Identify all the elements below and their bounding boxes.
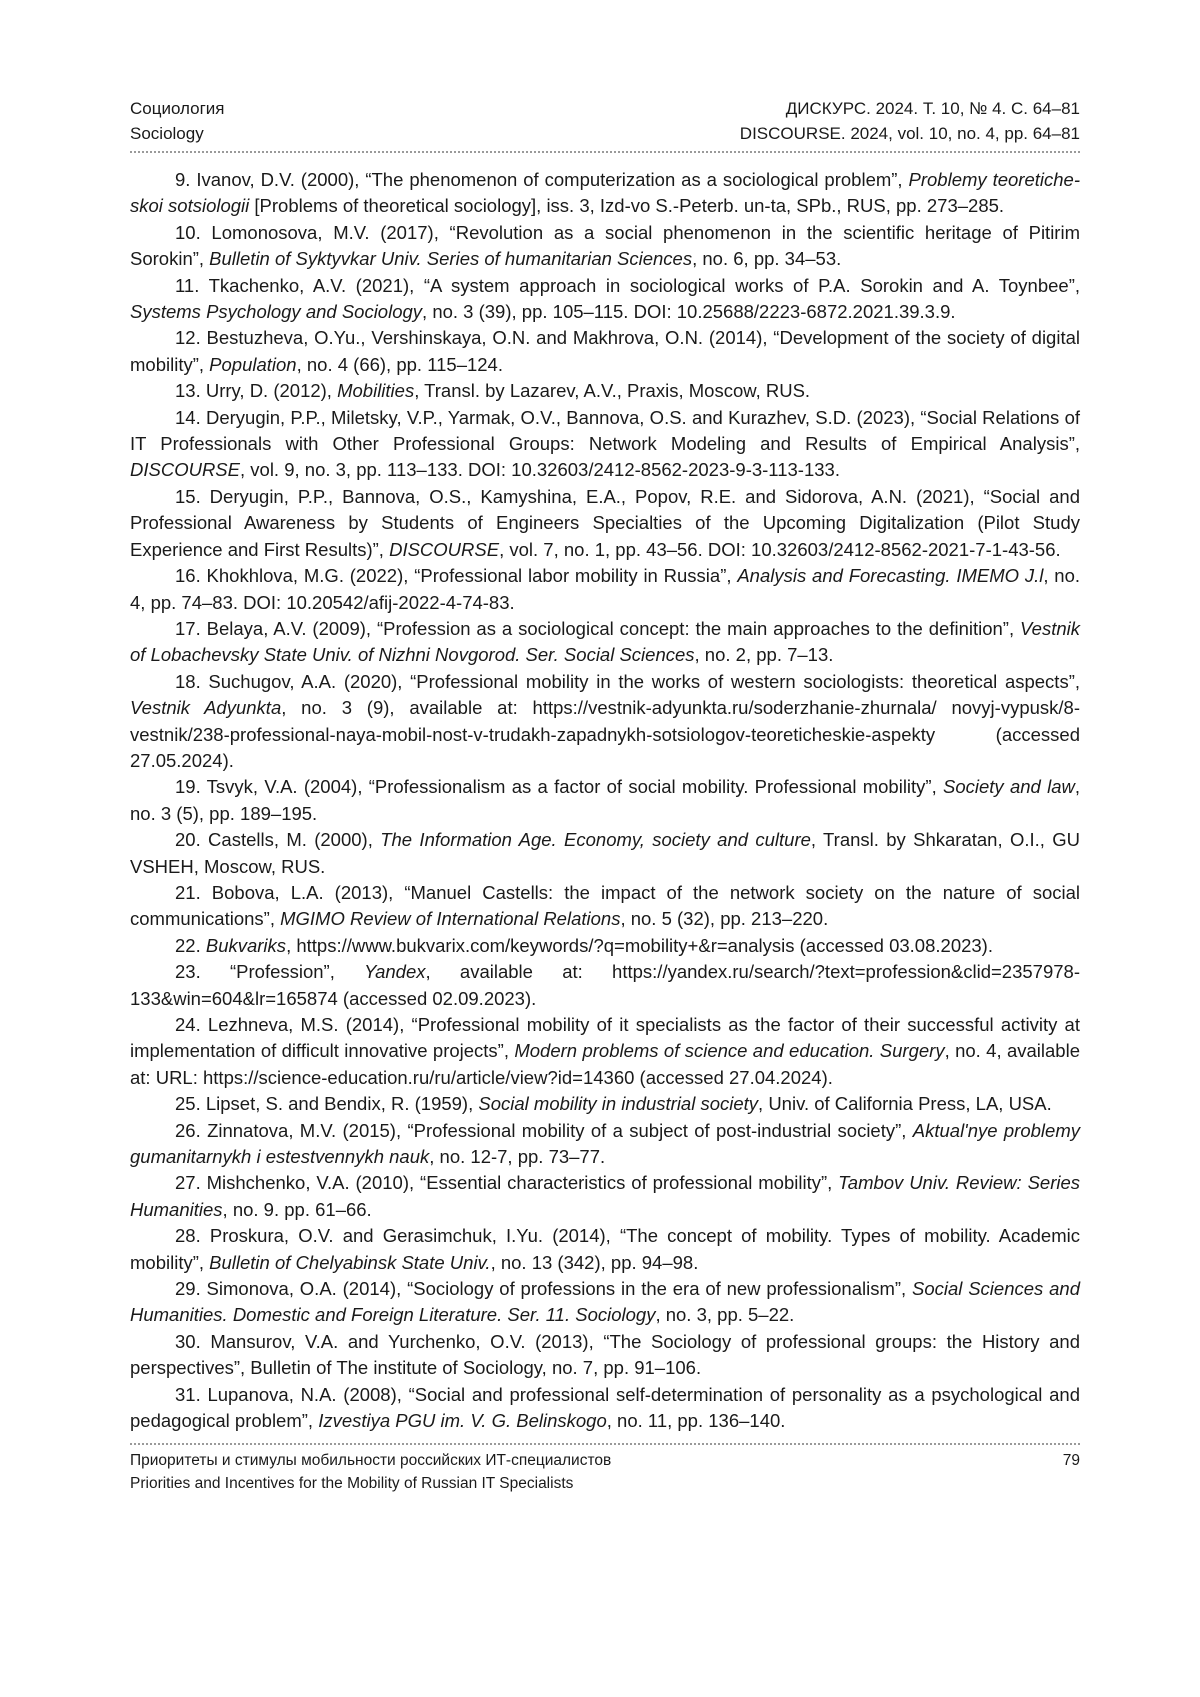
reference-item (130, 669, 1080, 775)
reference-text: 26. Zinnatova, M.V. (2015), “Professional mobility of a subject of post-industrial society”, (175, 1119, 913, 1141)
reference-source-title: Problemy teoretiche-skoi sotsiologii (130, 169, 1080, 217)
reference-item (130, 616, 1080, 669)
reference-item (130, 273, 1080, 326)
reference-text: , available at: https://yandex.ru/search/?text=profession&clid=2357978-133&win=604&lr=165874 (accessed 02.09.2023). (130, 961, 1080, 1009)
reference-source-title: Vestnik Adyunkta (130, 697, 282, 719)
reference-source-title: Tambov Univ. Review: Series Humanities (130, 1172, 1081, 1220)
article-page (130, 96, 1080, 1495)
reference-source-title: Analysis and Forecasting. IMEMO J.l (737, 565, 1044, 587)
section-title-en: Sociology (130, 124, 204, 143)
reference-source-title: Modern problems of science and education. Surgery (514, 1040, 945, 1062)
reference-text: , no. 3 (39), pp. 105–115. DOI: 10.25688/2223-6872.2021.39.3.9. (422, 301, 956, 323)
reference-source-title: MGIMO Review of International Relations (280, 908, 621, 930)
reference-text: , vol. 7, no. 1, pp. 43–56. DOI: 10.32603/2412-8562-2021-7-1-43-56. (499, 538, 1061, 560)
reference-text: 10. Lomonosova, M.V. (2017), “Revolution as a social phenomenon in the scientific heritage of Pitirim Sorokin”, (130, 221, 1080, 270)
reference-source-title: Social Sciences and Humanities. Domestic and Foreign Literature. Ser. 11. Sociology (130, 1278, 1080, 1326)
reference-source-title: The Information Age. Economy, society and culture (380, 829, 811, 851)
reference-text: 17. Belaya, A.V. (2009), “Profession as a sociological concept: the main approaches to the definition”, (175, 617, 1021, 639)
running-header (130, 96, 1080, 146)
reference-text: 24. Lezhneva, M.S. (2014), “Professional mobility of it specialists as the factor of their successful activity at implementation of difficult innovative projects”, (130, 1014, 1080, 1062)
reference-text: 12. Bestuzheva, O.Yu., Vershinskaya, O.N. and Makhrova, O.N. (2014), “Development of the society of digital mobility”, (130, 327, 1080, 375)
reference-text: 19. Tsvyk, V.A. (2004), “Professionalism as a factor of social mobility. Professional mobility”, (175, 776, 944, 798)
article-title-en: Priorities and Incentives for the Mobility of Russian IT Specialists (130, 1474, 574, 1492)
reference-item (130, 933, 1080, 959)
reference-text: , Transl. by Shkaratan, O.I., GU VSHEH, Moscow, RUS. (130, 829, 1080, 877)
reference-source-title: DISCOURSE (389, 538, 500, 560)
reference-text: , no. 4 (66), pp. 115–124. (296, 353, 503, 375)
reference-item (130, 484, 1080, 563)
reference-source-title: Social mobility in industrial society (478, 1093, 759, 1115)
reference-text: 30. Mansurov, V.A. and Yurchenko, O.V. (2013), “The Sociology of professional groups: the History and perspectives”, Bulletin of The institute of Sociology, no. 7, pp. 91–106. (130, 1330, 1080, 1379)
reference-item (130, 1276, 1080, 1329)
reference-text: 21. Bobova, L.A. (2013), “Manuel Castells: the impact of the network society on the nature of social communications”, (130, 881, 1080, 930)
reference-text: , Univ. of California Press, LA, USA. (758, 1093, 1052, 1115)
reference-list (130, 167, 1080, 1435)
reference-text: , no. 3 (5), pp. 189–195. (130, 776, 1080, 824)
reference-item (130, 880, 1080, 933)
reference-text: , Transl. by Lazarev, A.V., Praxis, Moscow, RUS. (414, 380, 811, 402)
page-number: 79 (1062, 1451, 1080, 1469)
reference-source-title: Aktual'nye problemy gumanitarnykh i estestvennykh nauk (130, 1119, 1080, 1168)
reference-text: 31. Lupanova, N.A. (2008), “Social and professional self-determination of personality as a psychological and pedagogical problem”, (130, 1383, 1080, 1432)
reference-source-title: Yandex (364, 961, 426, 983)
reference-text: 13. Urry, D. (2012), (175, 380, 338, 402)
footer-divider (130, 1443, 1080, 1445)
journal-citation-ru: ДИСКУРС. 2024. Т. 10, № 4. С. 64–81 (785, 99, 1080, 118)
reference-text: , https://www.bukvarix.com/keywords/?q=mobility+&r=analysis (accessed 03.08.2023). (286, 934, 993, 956)
reference-item (130, 325, 1080, 378)
reference-text: , vol. 9, no. 3, pp. 113–133. DOI: 10.32603/2412-8562-2023-9-3-113-133. (240, 459, 840, 481)
reference-text: 25. Lipset, S. and Bendix, R. (1959), (175, 1093, 479, 1115)
reference-source-title: Bulletin of Syktyvkar Univ. Series of humanitarian Sciences (209, 248, 693, 270)
reference-text: 9. Ivanov, D.V. (2000), “The phenomenon of computerization as a sociological problem”, (175, 169, 909, 190)
section-title-ru: Социология (130, 99, 225, 118)
reference-source-title: Vestnik of Lobachevsky State Univ. of Nizhni Novgorod. Ser. Social Sciences (130, 617, 1080, 666)
reference-item (130, 563, 1080, 616)
reference-source-title: Bukvariks (205, 934, 287, 956)
reference-item (130, 405, 1080, 484)
reference-text: [Problems of theoretical sociology], iss. 3, Izd-vo S.-Peterb. un-ta, SPb., RUS, pp. 273–285. (249, 195, 1005, 217)
header-divider (130, 151, 1080, 153)
reference-text: , no. 3 (9), available at: https://vestnik-adyunkta.ru/soderzhanie-zhurnala/ novyj-vypusk/8-vestnik/238-professional-naya-mobil-nost-v-trudakh-zapadnykh-sotsiologov-teoreticheskie-aspekty (accessed 27.05.2024). (130, 697, 1080, 771)
reference-text: , no. 4, available at: URL: https://science-education.ru/ru/article/view?id=14360 (accessed 27.04.2024). (130, 1040, 1080, 1088)
reference-item (130, 1329, 1080, 1382)
reference-source-title: Izvestiya PGU im. V. G. Belinskogo (318, 1410, 607, 1432)
reference-text: , no. 6, pp. 34–53. (692, 248, 842, 270)
reference-source-title: DISCOURSE (130, 459, 240, 481)
article-title-ru: Приоритеты и стимулы мобильности российских ИТ-специалистов (130, 1451, 612, 1469)
journal-citation-en: DISCOURSE. 2024, vol. 10, no. 4, pp. 64–81 (739, 124, 1080, 143)
reference-text: , no. 3, pp. 5–22. (655, 1304, 795, 1326)
reference-text: 16. Khokhlova, M.G. (2022), “Professional labor mobility in Russia”, (175, 565, 738, 587)
reference-text: 15. Deryugin, P.P., Bannova, O.S., Kamyshina, E.A., Popov, R.E. and Sidorova, A.N. (2021), “Social and Professional Awareness by Students of Engineers Specialties of the Upcoming Digitalization (Pilot Study Experience and First Results)”, (130, 485, 1080, 560)
reference-item (130, 1118, 1080, 1171)
reference-item (130, 1012, 1080, 1091)
reference-text: 23. “Profession”, (175, 961, 365, 983)
reference-source-title: Society and law (943, 776, 1075, 798)
reference-text: 28. Proskura, O.V. and Gerasimchuk, I.Yu. (2014), “The concept of mobility. Types of mobility. Academic mobility”, (130, 1225, 1080, 1273)
running-footer (130, 1449, 1080, 1495)
reference-source-title: Mobilities (337, 380, 415, 402)
reference-source-title: Bulletin of Chelyabinsk State Univ. (209, 1251, 491, 1273)
reference-item (130, 1382, 1080, 1435)
reference-text: 18. Suchugov, A.A. (2020), “Professional mobility in the works of western sociologists: theoretical aspects”, (175, 670, 1080, 692)
reference-text: 14. Deryugin, P.P., Miletsky, V.P., Yarmak, O.V., Bannova, O.S. and Kurazhev, S.D. (2023), “Social Relations of IT Professionals with Other Professional Groups: Network Modeling and Results of Empirical Analysis”, (130, 406, 1080, 455)
reference-text: 29. Simonova, O.A. (2014), “Sociology of professions in the era of new professionalism”, (175, 1278, 912, 1300)
reference-item (130, 220, 1080, 273)
reference-item (130, 774, 1080, 827)
reference-text: , no. 11, pp. 136–140. (606, 1410, 786, 1432)
reference-item (130, 167, 1080, 220)
reference-text: , no. 13 (342), pp. 94–98. (490, 1251, 699, 1273)
reference-item (130, 378, 1080, 404)
reference-text: , no. 9. pp. 61–66. (222, 1198, 372, 1220)
reference-text: 27. Mishchenko, V.A. (2010), “Essential characteristics of professional mobility”, (175, 1172, 839, 1194)
reference-source-title: Population (209, 353, 297, 375)
reference-item (130, 1091, 1080, 1117)
reference-item (130, 1223, 1080, 1276)
reference-item (130, 1170, 1080, 1223)
reference-item (130, 827, 1080, 880)
reference-text: 11. Tkachenko, A.V. (2021), “A system approach in sociological works of P.A. Sorokin and A. Toynbee”, (175, 274, 1080, 296)
reference-text: , no. 5 (32), pp. 213–220. (620, 908, 829, 930)
reference-text: 22. (175, 934, 206, 956)
reference-text: , no. 12-7, pp. 73–77. (429, 1146, 606, 1168)
reference-source-title: Systems Psychology and Sociology (130, 301, 423, 323)
reference-item (130, 959, 1080, 1012)
reference-text: , no. 4, pp. 74–83. DOI: 10.20542/afij-2022-4-74-83. (130, 565, 1080, 613)
reference-text: 20. Castells, M. (2000), (175, 829, 381, 851)
reference-text: , no. 2, pp. 7–13. (694, 644, 834, 666)
